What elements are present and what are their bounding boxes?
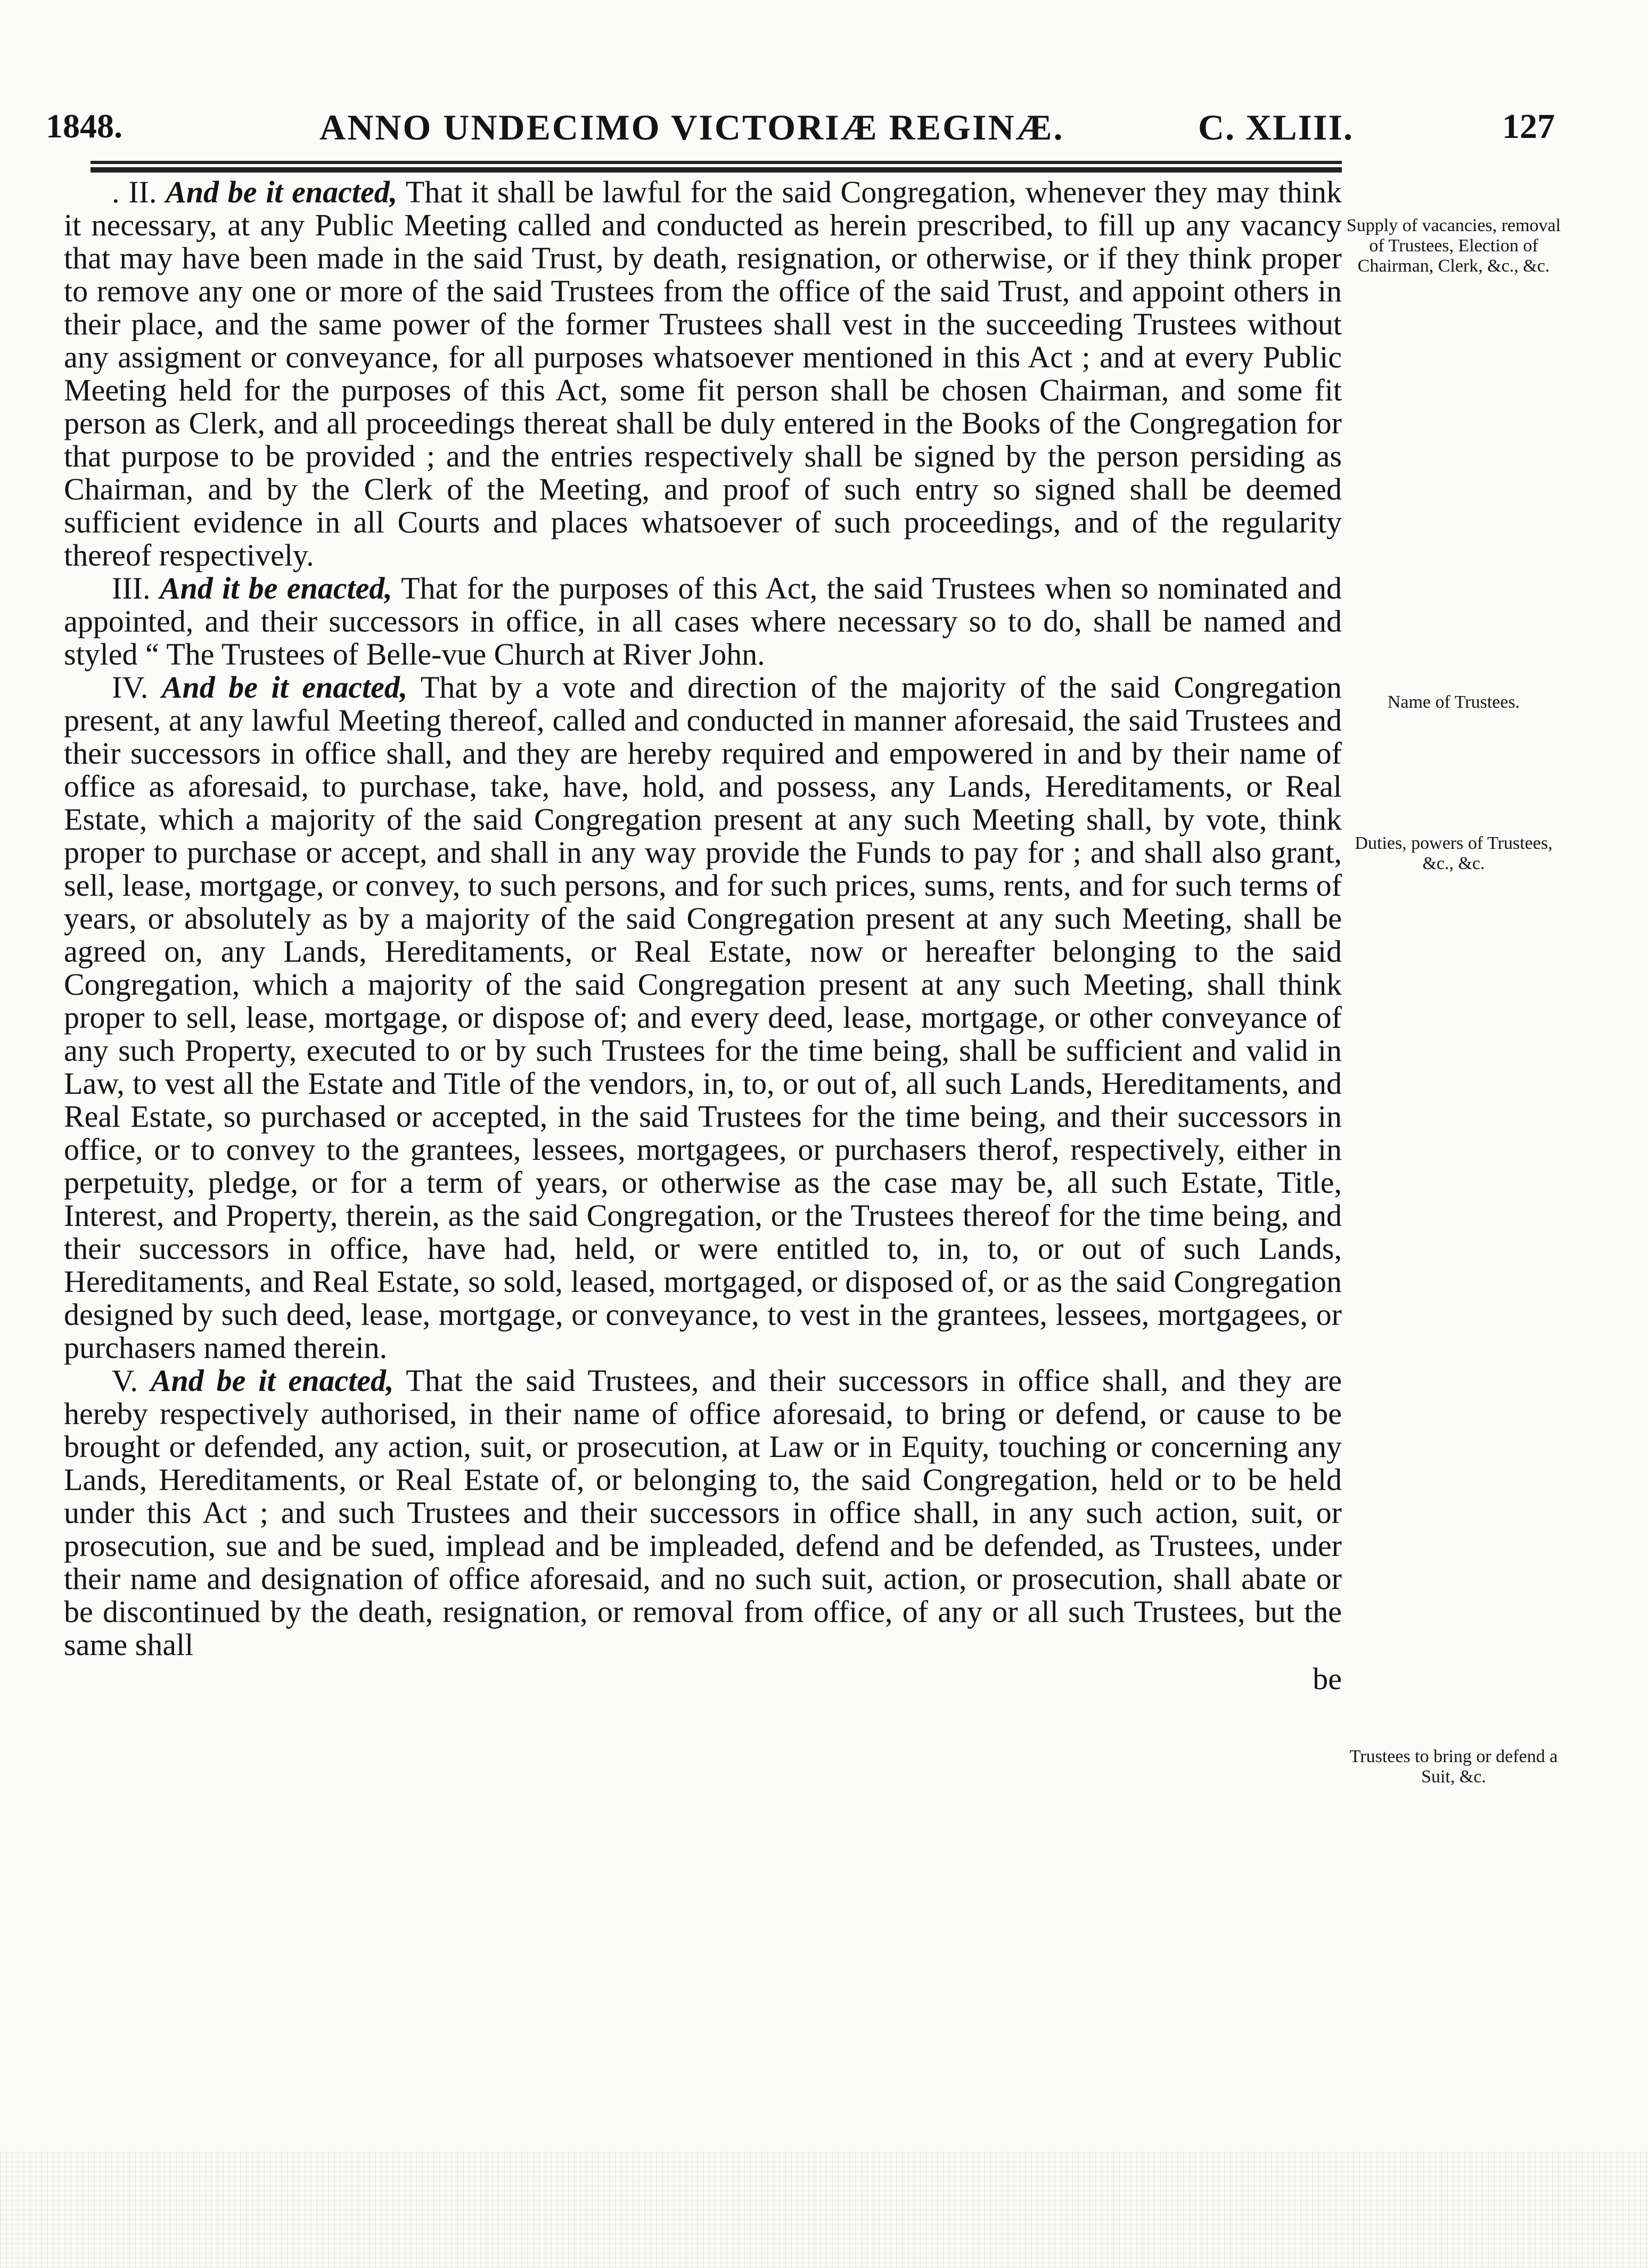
page-number: 127: [1502, 107, 1555, 146]
section-number: . II.: [112, 175, 157, 209]
marginal-note-name: Name of Trustees.: [1387, 692, 1520, 712]
enacting-clause: And be it enacted,: [161, 670, 408, 705]
marginal-note-duties: Duties, powers of Trustees, &c., &c.: [1355, 833, 1553, 873]
section-5: [64, 1364, 1342, 1661]
enacting-clause: And it be enacted,: [159, 571, 392, 605]
catchword: be: [1313, 1661, 1342, 1696]
section-text: That the said Trustees, and their successors in office shall, and they are hereby respectively authorised, in their name of office aforesaid, to bring or defend, or cause to be brought or defended, any action, suit, or prosecution, at Law or in Equity, touching or concerning any Lands, Hereditaments, or Real Estate of, or belonging to, the said Congregation, held or to be held under this Act ; and such Trustees and their successors in office shall, in any such action, suit, or prosecution, sue and be sued, implead and be impleaded, defend and be defended, as Trustees, under their name and designation of office aforesaid, and no such suit, action, or prosecution, shall abate or be discontinued by the death, resignation, or removal from office, of any or all such Trustees, but the same shall: [64, 1363, 1342, 1662]
header-title: ANNO UNDECIMO VICTORIÆ REGINÆ.: [319, 107, 1064, 148]
section-4: [64, 671, 1342, 1364]
section-number: III.: [112, 571, 151, 605]
section-number: IV.: [112, 670, 149, 705]
marginal-note-suit: Trustees to bring or defend a Suit, &c.: [1349, 1747, 1558, 1787]
section-text: That it shall be lawful for the said Congregation, whenever they may think it necessary, at any Public Meeting called and conducted as herein prescribed, to fill up any vacancy that may have been made in the said Trust, by death, resignation, or otherwise, or if they think proper to remove any one or more of the said Trustees from the office of the said Trust, and appoint others in their place, and the same power of the former Trustees shall vest in the succeeding Trustees without any assigment or conveyance, for all purposes whatsoever mentioned in this Act ; and at every Public Meeting held for the purposes of this Act, some fit person shall be chosen Chairman, and some fit person as Clerk, and all proceedings thereat shall be duly entered in the Books of the Congregation for that purpose to be provided ; and the entries respectively shall be signed by the person persiding as Chairman, and by the Clerk of the Meeting, and proof of such entry so signed shall be deemed sufficient evidence in all Courts and places whatsoever of such proceedings, and of the regularity thereof respectively.: [64, 175, 1342, 572]
header-year: 1848.: [46, 107, 122, 145]
section-number: V.: [112, 1363, 138, 1398]
enacting-clause: And be it enacted,: [150, 1363, 394, 1398]
enacting-clause: And be it enacted,: [166, 175, 398, 209]
header-chapter: C. XLIII.: [1198, 107, 1354, 148]
running-header: [43, 107, 1555, 160]
section-text: That by a vote and direction of the majority of the said Congregation present, at any lawful Meeting thereof, called and conducted in manner aforesaid, the said Trustees and their successors in office shall, and they are hereby required and empowered in and by their name of office as aforesaid, to purchase, take, have, hold, and possess, any Lands, Hereditaments, or Real Estate, which a majority of the said Congregation present at any such Meeting shall, by vote, think proper to purchase or accept, and shall in any way provide the Funds to pay for ; and shall also grant, sell, lease, mortgage, or convey, to such persons, and for such prices, sums, rents, and for such terms of years, or absolutely as by a majority of the said Congregation present at any such Meeting, shall be agreed on, any Lands, Hereditaments, or Real Estate, now or hereafter belonging to the said Congregation, which a majority of the said Congregation present at any such Meeting, shall think proper to sell, lease, mortgage, or dispose of; and every deed, lease, mortgage, or other conveyance of any such Property, executed to or by such Trustees for the time being, shall be sufficient and valid in Law, to vest all the Estate and Title of the vendors, in, to, or out of, all such Lands, Hereditaments, and Real Estate, so purchased or accepted, in the said Trustees for the time being, and their successors in office, or to convey to the grantees, lessees, mortgagees, or purchasers therof, respectively, either in perpetuity, pledge, or for a term of years, or otherwise as the case may be, all such Estate, Title, Interest, and Property, therein, as the said Congregation, or the Trustees thereof for the time being, and their successors in office, have had, held, or were entitled to, in, to, or out of such Lands, Hereditaments, and Real Estate, so sold, leased, mortgaged, or disposed of, or as the said Congregation designed by such deed, lease, mortgage, or conveyance, to vest in the grantees, lessees, mortgagees, or purchasers named therein.: [64, 670, 1342, 1365]
section-2: [64, 176, 1342, 572]
section-3: [64, 572, 1342, 671]
scan-noise-strip: [0, 2151, 1648, 2268]
marginal-note-vacancies: Supply of vacancies, removal of Trustees, Election of Chairman, Clerk, &c., &c.: [1346, 216, 1561, 276]
section-text: That for the purposes of this Act, the said Trustees when so nominated and appointed, and their successors in office, in all cases where necessary so to do, shall be named and styled “ The Trustees of Belle-vue Church at River John.: [64, 571, 1342, 672]
header-rule: [91, 161, 1342, 173]
body-text: [64, 176, 1342, 1696]
